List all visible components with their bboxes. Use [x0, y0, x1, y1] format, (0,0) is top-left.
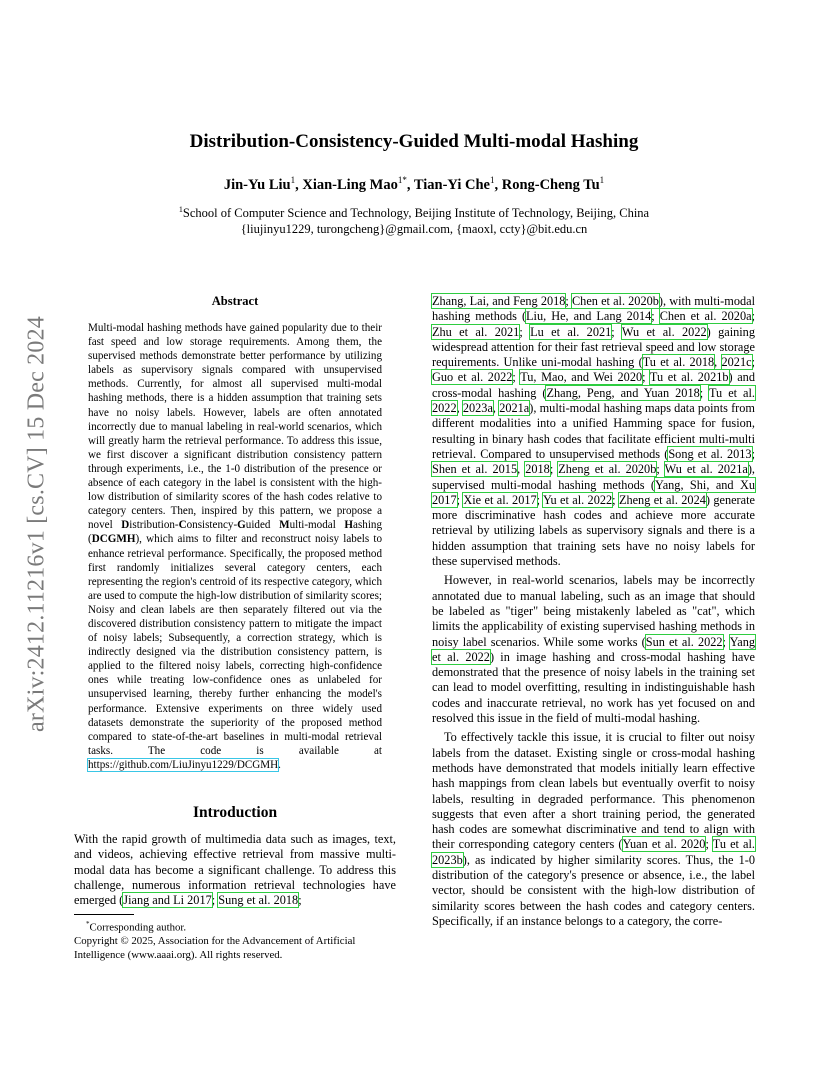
- paragraph-text: ;: [642, 370, 650, 385]
- citation-link[interactable]: Song et al. 2013: [668, 446, 752, 461]
- method-name-part: M: [279, 519, 290, 532]
- method-name-part: istribution-: [129, 519, 179, 532]
- author-list: [0, 175, 828, 194]
- paragraph-text: ;: [651, 309, 660, 324]
- author-sup: 1*: [397, 175, 407, 185]
- code-link[interactable]: https://github.com/LiuJinyu1229/DCGMH: [88, 758, 279, 771]
- paragraph-text: ;: [699, 385, 709, 400]
- citation-link[interactable]: Tu et al. 2018: [642, 355, 715, 370]
- abstract-text-part: ), which aims to filter and reconstruct noisy labels to enhance retrieval performance. Specifically, the proposed method first randomly initializes several category centers, each representing the region's centroid of its respective category, which are used to compute the high-low distribution of similarity scores; Noisy and clean labels are then separately filtered out via the discovered distribution consistency pattern to mitigate the impact of noisy labels; Subsequently, a correction strategy, which is indirectly designed via the distribution consistency pattern, is applied to the filtered noisy labels, correcting high-confidence ones while treating low-confidence ones as unlabeled for unsupervised learning, thereby further enhancing the model's performance. Extensive experiments on three widely used datasets demonstrate the superiority of the proposed method compared to state-of-the-art baselines in multi-modal retrieval tasks. The code is available at: [88, 533, 382, 757]
- citation-link[interactable]: Sun et al. 2022: [645, 634, 723, 649]
- citation-link[interactable]: 2021c: [721, 355, 752, 370]
- right-column: [432, 294, 755, 929]
- citation-link[interactable]: Zhang, Peng, and Yuan 2018: [546, 385, 700, 400]
- citation-link[interactable]: Shen et al. 2015: [432, 462, 518, 477]
- citation-link[interactable]: 2023a: [462, 401, 493, 416]
- footnote: [74, 914, 396, 962]
- abstract-heading: Abstract: [211, 294, 259, 308]
- paragraph-text: ;: [549, 462, 559, 477]
- method-name-part: ulti-modal: [289, 519, 345, 532]
- citation-link[interactable]: Sung et al. 2018: [218, 893, 299, 908]
- method-name-part: onsistency-: [186, 519, 238, 532]
- citation-link[interactable]: Zheng et al. 2020b: [558, 462, 657, 477]
- paragraph-text: ;: [456, 492, 464, 507]
- citation-link[interactable]: Wu et al. 2022: [621, 324, 707, 339]
- paragraph-text: ;: [722, 634, 730, 649]
- author-name: Xian-Ling Mao: [302, 176, 398, 193]
- left-column: [74, 294, 396, 908]
- citation-link[interactable]: Yang, Shi, and Xu 2017: [432, 477, 756, 507]
- citation-link[interactable]: Xie et al. 2017: [463, 492, 537, 507]
- affiliation-block: [0, 202, 828, 237]
- citation-sep: ;: [211, 893, 219, 908]
- method-acronym: DCGMH: [91, 533, 136, 546]
- paragraph-text: ) gaining widespread attention for their fast retrieval speed and low storage requirements. Unlike uni-modal hashing (: [432, 324, 755, 370]
- citation-link[interactable]: Yang et al. 2022: [432, 634, 755, 664]
- right-paragraph-2: [432, 573, 755, 726]
- paragraph-text: ), with multi-modal hashing methods (: [432, 294, 755, 324]
- footnote-marker: *: [86, 920, 90, 928]
- citation-link[interactable]: 2021a: [499, 401, 530, 416]
- citation-link[interactable]: Chen et al. 2020a: [659, 309, 752, 324]
- paragraph-text: ) and cross-modal hashing (: [432, 370, 755, 400]
- author-sep: ,: [295, 176, 303, 193]
- right-paragraph-1: [432, 294, 755, 569]
- citation-link[interactable]: Tu, Mao, and Wei 2020: [520, 370, 643, 385]
- affiliation: School of Computer Science and Technology, Beijing Institute of Technology, Beijing, China: [182, 206, 650, 221]
- paragraph-text: ;: [656, 462, 665, 477]
- citation-link[interactable]: Guo et al. 2022: [432, 370, 513, 385]
- paragraph-text: ;: [512, 370, 521, 385]
- paragraph-text: ;: [565, 294, 572, 308]
- citation-link[interactable]: Lu et al. 2021: [530, 324, 612, 339]
- author-sep: ,: [494, 176, 502, 193]
- footnote-corresponding: Corresponding author.: [89, 921, 187, 934]
- right-paragraph-3: [432, 730, 755, 929]
- citation-sep: ;: [298, 893, 302, 908]
- author-sup: 1: [599, 175, 605, 185]
- paragraph-text: ;: [751, 446, 755, 461]
- author-sup: 1: [290, 175, 296, 185]
- citation-link[interactable]: Zheng et al. 2024: [618, 492, 706, 507]
- paragraph-text: ;: [751, 309, 755, 324]
- abstract-text-part: Multi-modal hashing methods have gained popularity due to their fast speed and low storage requirements. Among them, the supervised methods demonstrate better performance by utilizing labels as supervisory signals compared with unsupervised methods. Currently, for almost all supervised multi-modal hashing methods, there is a hidden assumption that training sets have no noisy labels. However, labels are often annotated incorrectly due to manual labeling in real-world scenarios, which will greatly harm the retrieval performance. To address this issue, we first discover a significant distribution consistency pattern through experiments, i.e., the 1-0 distribution of the presence or absence of each category in the label is consistent with the high-low distribution of similarity scores of the hash codes relative to category centers. Then, inspired by this pattern, we propose a novel: [88, 322, 382, 532]
- abstract-text: Multi-modal hashing methods have gained popularity due to their fast speed and low storage requirements. Among them, the supervised methods demonstrate better performance by utilizing labels as supervisory signals compared with unsupervised methods. Currently, for almost all supervised multi-modal hashing methods, there is a hidden assumption that training sets have no noisy labels. However, labels are often annotated incorrectly due to manual labeling in real-world scenarios, which will greatly harm the retrieval performance. To address this issue, we first discover a significant distribution consistency pattern through experiments, i.e., the 1-0 distribution of the presence or absence of each category in the label is consistent with the high-low distribution of similarity scores of the hash codes relative to category centers. Then, inspired by this pattern, we propose a novel Distribution-Consistency-Guided Multi-modal Hashing (DCGMH), which aims to filter and reconstruct noisy labels to enhance retrieval performance. Specifically, the proposed method first randomly initializes several category centers, each representing the region's centroid of its respective category, which are used to compute the high-low distribution of similarity scores; Noisy and clean labels are then separately filtered out via the discovered distribution consistency pattern to mitigate the impact of noisy labels; Subsequently, a correction strategy, which is indirectly designed via the distribution consistency pattern, is applied to the filtered noisy labels, correcting high-confidence ones while treating low-confidence ones as unlabeled for unsupervised learning, thereby further enhancing the model's performance. Extensive experiments on three widely used datasets demonstrate the superiority of the proposed method compared to state-of-the-art baselines in multi-modal retrieval tasks. The code is available at https://github.com/LiuJinyu1229/DCGMH.: [88, 322, 383, 771]
- citation-link[interactable]: Liu, He, and Lang 2014: [526, 309, 652, 324]
- paragraph-text: ;: [519, 324, 531, 339]
- introduction-heading: Introduction: [192, 804, 278, 821]
- intro-text: With the rapid growth of multimedia data such as images, text, and videos, achieving effective retrieval from massive multi-modal data has become a significant challenge. To address this challenge, numerous information retrieval technologies have emerged (: [74, 832, 396, 908]
- author-sup: 1: [489, 175, 495, 185]
- abstract-text-end: .: [278, 758, 281, 771]
- paragraph-text: ;: [612, 492, 619, 507]
- footnote-copyright: Copyright © 2025, Association for the Advancement of Artificial Intelligence (www.aaai.org). All rights reserved.: [74, 935, 356, 961]
- method-name-part: uided: [245, 519, 280, 532]
- author-name: Rong-Cheng Tu: [501, 176, 600, 193]
- paragraph-text: ;: [536, 492, 543, 507]
- citation-link[interactable]: Chen et al. 2020b: [571, 294, 659, 308]
- paragraph-text: ), as indicated by higher similarity scores. Thus, the 1-0 distribution of the category's presence or absence, i.e., the label vector, should be consistent with the high-low distribution of similarity scores between the hash codes and category centers. Specifically, if an instance belongs to a category, the corre-: [432, 852, 755, 928]
- method-name-part: C: [178, 519, 187, 532]
- citation-link[interactable]: Zhu et al. 2021: [432, 324, 520, 339]
- citation-link[interactable]: Tu et al. 2023b: [432, 837, 755, 867]
- citation-link[interactable]: Jiang and Li 2017: [123, 893, 212, 908]
- author-emails: {liujinyu1229, turongcheng}@gmail.com, {maoxl, ccty}@bit.edu.cn: [240, 222, 588, 237]
- paragraph-text: ,: [517, 462, 526, 477]
- arxiv-identifier: arXiv:2412.11216v1 [cs.CV] 15 Dec 2024: [23, 316, 50, 732]
- author-name: Tian-Yi Che: [413, 176, 490, 193]
- method-name-part: ashing: [353, 519, 383, 532]
- arxiv-sidebar: [22, 286, 52, 762]
- method-name-part: D: [121, 519, 130, 532]
- intro-paragraph: [74, 832, 396, 908]
- citation-link[interactable]: Zhang, Lai, and Feng 2018: [432, 294, 566, 308]
- method-name-part: G: [237, 519, 246, 532]
- paragraph-text: To effectively tackle this issue, it is crucial to filter out noisy labels from the dataset. Existing single or cross-modal hashing methods have demonstrated that models initially learn effective hash mappings from clean labels but eventually overfit to noisy labels, resulting in degraded performance. This phenomenon suggests that even after a short training period, the generated hash codes are somewhat discriminative and tend to align with their corresponding category centers (: [432, 730, 755, 852]
- paragraph-text: However, in real-world scenarios, labels may be incorrectly annotated due to manual labeling, such as an image that should be labeled as "tiger" being mistakenly labeled as "cat", which limits the applicability of existing supervised hashing methods in noisy label scenarios. While some works (: [432, 573, 755, 649]
- author-name: Jin-Yu Liu: [223, 176, 291, 193]
- citation-link[interactable]: Wu et al. 2021a: [664, 462, 748, 477]
- author-sep: ,: [406, 176, 414, 193]
- paragraph-text: ,: [492, 401, 500, 416]
- paragraph-text: ) in image hashing and cross-modal hashing have demonstrated that the presence of noisy labels in the training set can lead to model overfitting, resulting in indistinguishable hash codes and inaccurate retrieval, no work has yet focused on and resolved this issue in the field of multi-modal hashing.: [432, 649, 755, 726]
- method-name-part: H: [344, 519, 354, 532]
- paragraph-text: ,: [714, 355, 722, 370]
- footnote-rule: [74, 914, 134, 915]
- paragraph-text: ,: [456, 401, 463, 416]
- affiliation-sup: 1: [178, 205, 183, 214]
- paragraph-text: ), multi-modal hashing maps data points from different modalities into a unified Hamming space for fusion, resulting in binary hash codes that facilitate efficient multi-multi retrieval. Compared to unsupervised methods (: [432, 401, 755, 461]
- paragraph-text: ;: [705, 837, 713, 852]
- paragraph-text: ) generate more discriminative hash codes and achieve more accurate retrieval by utilizing labels as supervisory signals and there is a hidden assumption that training sets have no noisy labels for these supervised methods.: [432, 492, 755, 569]
- citation-link[interactable]: Tu et al. 2022: [432, 385, 756, 416]
- citation-link[interactable]: Yu et al. 2022: [542, 492, 613, 507]
- paper-title: Distribution-Consistency-Guided Multi-modal Hashing: [189, 131, 639, 152]
- paragraph-text: ;: [751, 355, 755, 370]
- paragraph-text: ;: [611, 324, 622, 339]
- citation-link[interactable]: Tu et al. 2021b: [649, 370, 729, 385]
- citation-link[interactable]: 2018: [525, 462, 550, 477]
- paragraph-text: ), supervised multi-modal hashing methods (: [432, 462, 755, 492]
- citation-link[interactable]: Yuan et al. 2020: [622, 837, 706, 852]
